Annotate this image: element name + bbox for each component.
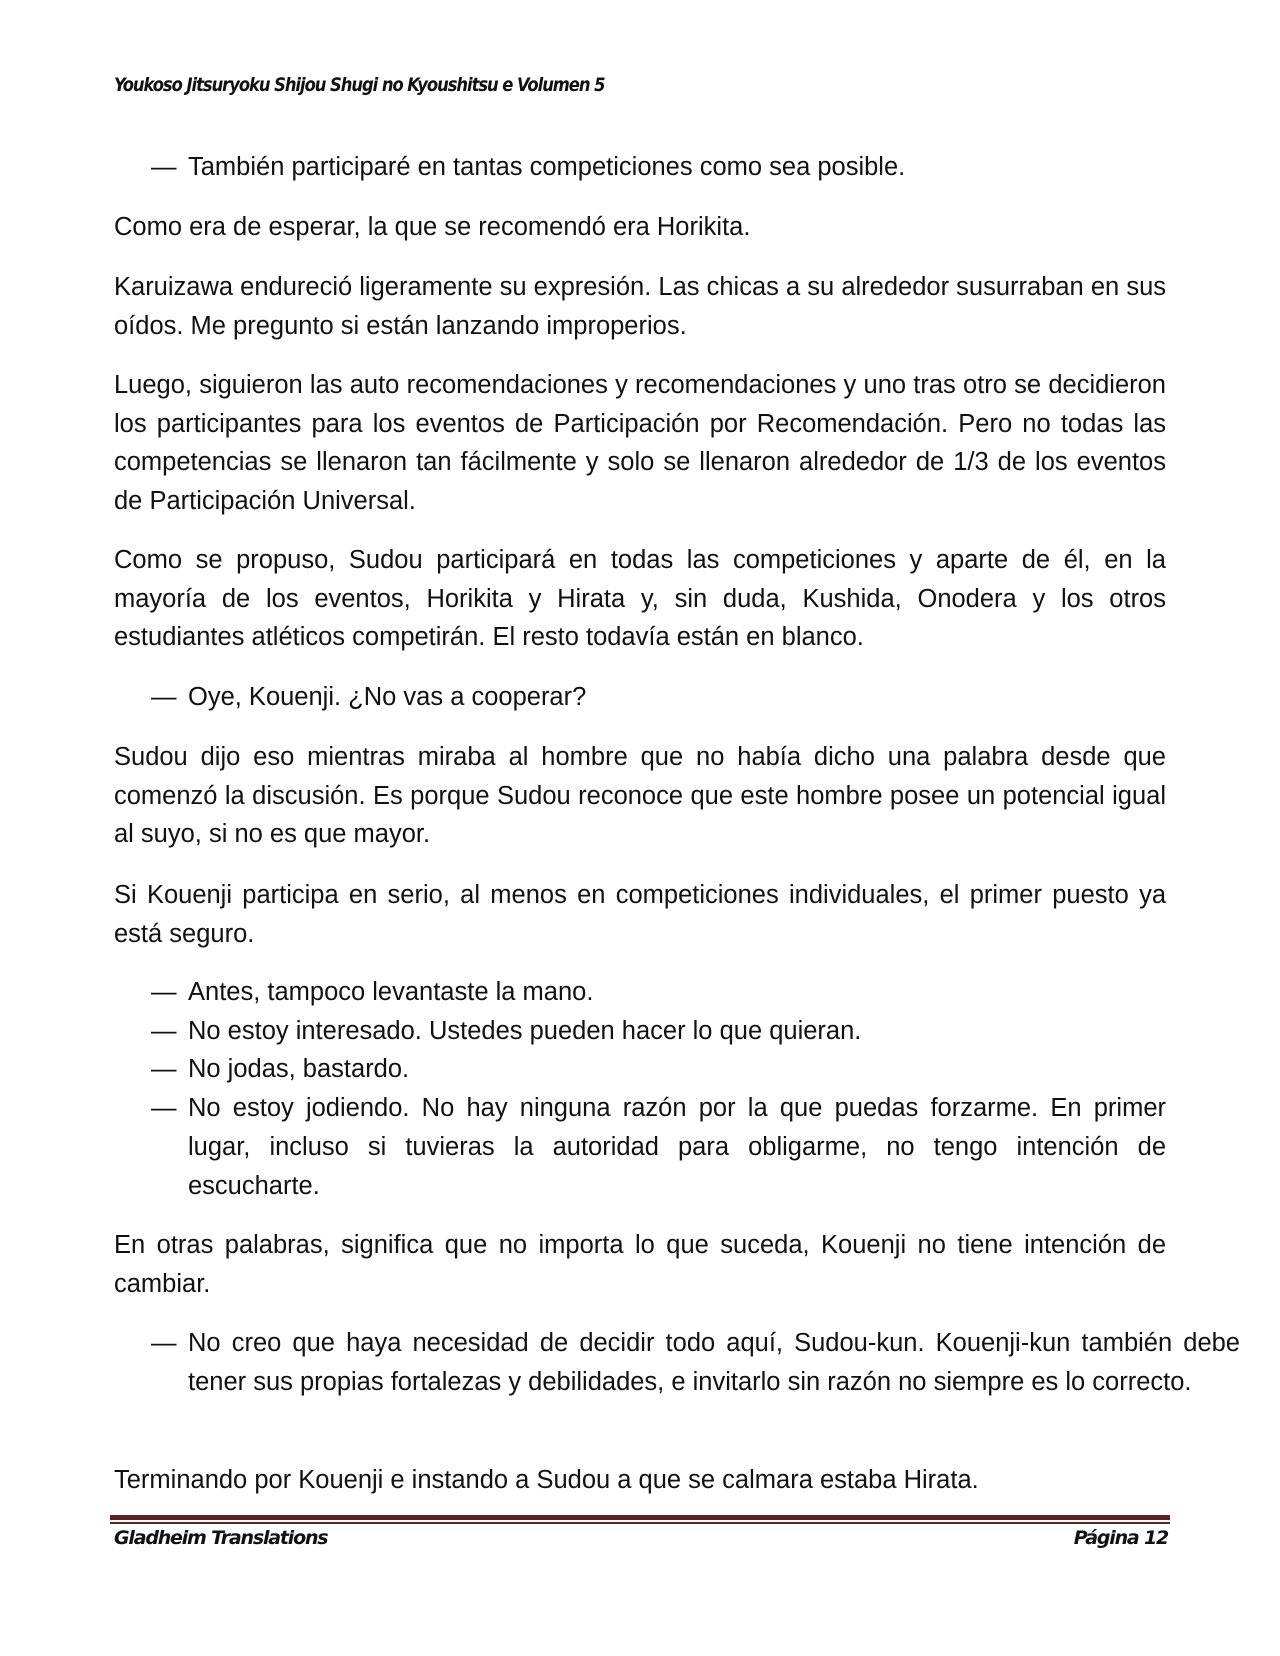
dialogue-line	[114, 1089, 1166, 1205]
dialogue-block	[114, 973, 1166, 1205]
paragraph: Como se propuso, Sudou participará en todas las competiciones y aparte de él, en la mayoría de los eventos, Horikita y Hirata y, sin duda, Kushida, Onodera y los otros estudiantes atléticos competirán. El resto todavía están en blanco.	[114, 546, 1166, 652]
dialogue-line	[114, 678, 1240, 717]
dialogue-text: Antes, tampoco levantaste la mano.	[188, 978, 594, 1006]
paragraph: En otras palabras, significa que no importa lo que suceda, Kouenji no tiene intención de cambiar.	[114, 1231, 1166, 1298]
paragraph: Si Kouenji participa en serio, al menos en competiciones individuales, el primer puesto ya está seguro.	[114, 881, 1166, 948]
dialogue-text: No creo que haya necesidad de decidir todo aquí, Sudou-kun. Kouenji-kun también debe tener sus propias fortalezas y debilidades, e invitarlo sin razón no siempre es lo correcto.	[188, 1329, 1240, 1396]
dash: —	[151, 1094, 177, 1123]
dash: —	[151, 153, 177, 181]
footer-publisher: Gladheim Translations	[114, 1527, 328, 1549]
dash: —	[151, 1055, 177, 1084]
dialogue-text: No estoy jodiendo. No hay ninguna razón por la que puedas forzarme. En primer lugar, incluso si tuvieras la autoridad para obligarme, no tengo intención de escucharte.	[188, 1094, 1166, 1200]
paragraph: Sudou dijo eso mientras miraba al hombre que no había dicho una palabra desde que comenzó la discusión. Es porque Sudou reconoce que este hombre posee un potencial igual al suyo, si no es que mayor.	[114, 743, 1166, 849]
dash: —	[151, 1329, 177, 1357]
dialogue-text: Oye, Kouenji. ¿No vas a cooperar?	[188, 683, 587, 711]
paragraph: Terminando por Kouenji e instando a Sudou a que se calmara estaba Hirata.	[114, 1466, 979, 1494]
footer-rule-thick	[110, 1515, 1170, 1520]
dialogue-line	[114, 973, 1166, 1012]
dash: —	[151, 978, 177, 1006]
dialogue-text: También participaré en tantas competiciones como sea posible.	[188, 153, 906, 181]
dialogue-text: No estoy interesado. Ustedes pueden hacer lo que quieran.	[188, 1016, 862, 1045]
dialogue-line	[114, 1050, 1166, 1089]
paragraph: Luego, siguieron las auto recomendaciones y recomendaciones y uno tras otro se decidieron los participantes para los eventos de Participación por Recomendación. Pero no todas las competencias se llenaron tan fácilmente y solo se llenaron alrededor de 1/3 de los eventos de Participación Universal.	[114, 371, 1166, 516]
dialogue-line	[114, 1324, 1240, 1401]
paragraph: Karuizawa endureció ligeramente su expresión. Las chicas a su alrededor susurraban en sus oídos. Me pregunto si están lanzando improperios.	[114, 273, 1166, 340]
dialogue-text: No jodas, bastardo.	[188, 1055, 410, 1084]
dialogue-line	[114, 1012, 1166, 1051]
dialogue-line	[114, 148, 1240, 187]
running-header: Youkoso Jitsuryoku Shijou Shugi no Kyoushitsu e Volumen 5	[114, 74, 605, 96]
paragraph: Como era de esperar, la que se recomendó era Horikita.	[114, 213, 751, 241]
footer-rule-thin	[110, 1522, 1170, 1524]
page-number: Página 12	[1073, 1527, 1168, 1549]
dash: —	[151, 683, 177, 711]
dash: —	[151, 1016, 177, 1045]
